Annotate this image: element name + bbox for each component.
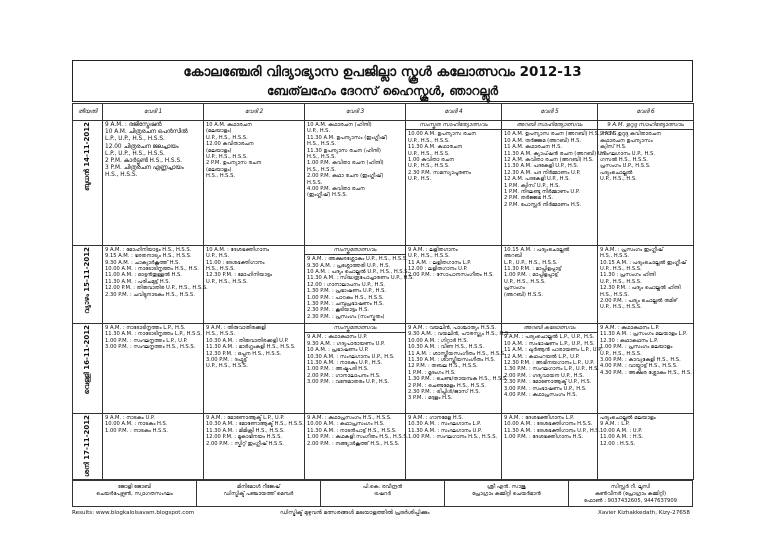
- schedule-body: [73, 121, 694, 480]
- signatory-role: ചെയർപേഴ്സൺ, സ്വാഗതസംഘം: [96, 491, 173, 497]
- event-line: 11.30 A.M. : മാർഗ്ഗംകളി H.S., H.S.S.: [206, 344, 296, 351]
- event-line: 1.00 കവിതാ രചന: [408, 157, 455, 164]
- schedule-subtitle: ബേത്‌ലഹേം ദേറസ് ഹൈസ്കൂൾ, ഞാറല്ലൂർ: [266, 84, 499, 98]
- event-line: 11.30 A.M. കഥാരചന: [408, 144, 463, 151]
- stage-cell: [204, 323, 305, 413]
- event-line: H.S., H.S.S.: [600, 291, 630, 298]
- event-line: L.P., U.P., H.S., H.S.S.: [105, 150, 165, 157]
- event-line: U.P., H.S., H.S.: [600, 176, 637, 183]
- event-line: 9 A.M. : കഥാകഥനം L.P.: [600, 324, 660, 331]
- stage-section-heading: 9 A.M. ഉറുദു സാഹിത്യോത്സവം: [598, 122, 693, 130]
- event-line: 12.00 P.M. : തിരുവാതിര U.P., H.S., H.S.S.: [105, 285, 208, 292]
- event-line: 11 A.M. : ഖുർആൻ പാരായണം L.P., U.P.: [504, 347, 603, 354]
- signatory-cell: [321, 481, 445, 506]
- event-line: (മലയാളം): [206, 166, 232, 173]
- date-label: 15-11-2012: [83, 246, 91, 292]
- event-line: 10.15 A.M. : പദ്യംചൊല്ലൽ ഇംഗ്ലീഷ്: [600, 259, 687, 266]
- event-line: 1.00 P.M. : നാടകം H.S.S.: [105, 427, 168, 434]
- event-line: U.P., H.S., H.S.S.: [408, 150, 450, 157]
- results-link: Results: www.blogkalolsavam.blogspot.com: [72, 510, 195, 516]
- event-line: 1.00 P.M. : അഷ്ടപദി H.S.: [307, 366, 369, 373]
- stage-cell: [204, 245, 305, 323]
- event-line: L.P., U.P., H.S., H.S.S.: [504, 259, 558, 266]
- signatory-name: ജോളി ജോബി: [117, 484, 152, 490]
- event-line: 9 A.M. : ഗാനമേള H.S.: [408, 414, 464, 421]
- schedule-row: [73, 323, 694, 413]
- event-line: ഗസൽ H.S., H.S.S.: [600, 157, 648, 164]
- event-line: 11.00 A.M. : ഓട്ടൻതുള്ളൽ H.S.: [105, 272, 182, 279]
- stage-cell: [406, 323, 510, 413]
- event-line: 9 A.M. : ലളിതഗാനം: [408, 246, 458, 253]
- event-line: 2 P.M. : ചെണ്ടമേളം H.S., H.S.S.: [408, 382, 486, 389]
- signatory-phone: ഫോൺ : 9037432605, 9447637909: [584, 498, 677, 504]
- event-line: 10.00 A.M. : നാടകം H.S.: [105, 421, 168, 428]
- event-line: U.P., H.S., H.S.S.: [206, 154, 248, 161]
- event-line: 11.30 A.M. : നാടൻപാട്ട് H.S., H.S.S.: [307, 427, 397, 434]
- event-line: 11.30 A.M. : മിമിക്രി H.S., H.S.S.: [206, 427, 285, 434]
- event-line: 9 A.M. : L.P.: [600, 421, 630, 428]
- stage-cell: [103, 121, 204, 246]
- signatory-role: ട്രഷറർ: [374, 491, 391, 497]
- date-cell: [73, 413, 103, 479]
- stage-section-heading: അറബി സാഹിത്യോത്സവം: [502, 122, 597, 130]
- event-line: 2 P.M. പോസ്റ്റർ നിർമ്മാണം H.S.: [504, 201, 582, 208]
- event-line: 9 A.M. : മോണോആക്ട് L.P., U.P.: [206, 414, 285, 421]
- day-label: വ്യാഴം: [83, 293, 91, 314]
- column-header: വേദി 6: [598, 104, 694, 121]
- event-line: H.S., H.S.S.: [307, 166, 337, 173]
- event-line: 2.00 P.M. : ഗദ്യവായന U.P., H.S.: [504, 372, 585, 379]
- schedule-header: [72, 60, 693, 102]
- event-line: 3 P.M. ചിത്രരചന എണ്ണച്ചായം: [105, 165, 184, 172]
- event-line: 11.30 A.M. : പ്രസംഗം മലയാളം L.P.: [600, 331, 688, 338]
- event-line: 10 A.M. ഉപന്യാസ രചന (അറബി) H.S., H.S.S.: [504, 131, 619, 138]
- event-line: H.S., H.S.S.: [600, 253, 630, 260]
- event-line: 12.30 : കഥാകഥനം L.P.: [600, 337, 659, 344]
- event-line: 9 A.M. : അക്ഷരശ്ലോകം U.P., H.S., H.S.S.: [307, 256, 408, 263]
- event-line: U.P., H.S., H.S.S.: [408, 253, 450, 260]
- event-line: 9 A.M. : നാടകം U.P.: [105, 414, 155, 421]
- event-line: 2.30 P.M. : ചവിട്ടുനാടകം H.S., H.S.S.: [105, 291, 195, 298]
- day-label: വെള്ളി: [83, 371, 91, 395]
- signatory-role: ഡിസ്ട്രിക്ട് പഞ്ചായത്ത് മെമ്പർ: [223, 491, 294, 497]
- event-line: (ഇംഗ്ലീഷ്) H.S.S.: [307, 192, 348, 199]
- stage-cell: [204, 413, 305, 479]
- event-line: 2.00 P.M. : നങ്ങ്യാർകൂത്ത് H.S., H.S.S.: [307, 440, 400, 447]
- event-line: (മലയാളം): [206, 147, 232, 154]
- schedule-row: [73, 121, 694, 246]
- event-line: 2 P.M. കാർട്ടൂൺ H.S., H.S.S.: [105, 158, 182, 165]
- day-label: ബുധൻ: [83, 168, 91, 191]
- event-line: 10.15 A.M. : പദ്യംചൊല്ലൽ: [504, 246, 570, 253]
- event-line: 9 A.M. : പദ്യംചൊല്ലൽ L.P., U.P., H.S.: [504, 334, 595, 341]
- event-line: 9 A.M. : പ്രസംഗം ഇംഗ്ലീഷ്: [600, 246, 664, 253]
- event-line: 1.30 P.M. : പ്രഭാഷണം U.P., H.S.: [307, 288, 387, 295]
- event-line: 11.30 A.M. ഉപന്യാസം (ഇംഗ്ലീഷ്): [307, 134, 388, 141]
- event-line: 9 A.M. : നാടോടിനൃത്തം L.P., H.S.: [105, 324, 186, 331]
- event-line: 9.30 A.M. : വയലിൻ, പൗരസ്ത്യം H.S., H.S.: [408, 331, 510, 338]
- event-line: 9.30 A.M. : പ്രശ്നോത്തരി U.P., H.S.: [307, 262, 391, 269]
- event-line: 1.00 P.M. : മാപ്പിളപ്പാട്ട്: [504, 272, 559, 279]
- event-line: 12.30 A.M. പദ നിർമ്മാണം U.P.: [504, 169, 581, 176]
- column-header: വേദി 2: [204, 104, 305, 121]
- event-line: U.P., H.S.: [408, 176, 432, 183]
- event-line: 2.00 P.M. : പദ്യം ചൊല്ലൽ തമിഴ്: [600, 298, 678, 304]
- event-line: 10 A.M. കഥാരചന: [206, 122, 252, 128]
- event-line: 10 A.M. തർജ്ജമ (അറബി) H.S.: [504, 137, 582, 144]
- signatory-name: ശ്രീ എൻ. സാജു: [487, 484, 526, 490]
- event-line: 11.30 A.M. : ശാസ്ത്രീയസംഗീതം H.S.: [408, 356, 496, 363]
- event-line: 1.30 P.M. : സംഘഗാനം L.P., U.P., H.S.: [504, 366, 600, 373]
- event-line: 11.30 : പ്രസംഗം ഹിന്ദി: [600, 272, 656, 279]
- signatory-role: പ്രോഗ്രാം കമ്മിറ്റി ചെയർമാൻ: [472, 491, 541, 497]
- column-header: വേദി 1: [103, 104, 204, 121]
- event-line: H.S., H.S.S.: [206, 265, 236, 272]
- day-label: ശനി: [83, 461, 91, 477]
- signatory-cell: [445, 481, 569, 506]
- event-line: 2.00 P.M. : ഗാനാലാപനം H.S.: [307, 372, 381, 379]
- event-line: 9 A.M. : കഥാപ്രസംഗം H.S., H.S.S.: [307, 414, 392, 421]
- column-header: വേദി 3: [305, 104, 406, 121]
- stage-cell: [406, 413, 502, 479]
- stage-cell: [406, 121, 502, 246]
- event-line: 11.30 A.M. : പരിചമുട്ട് H.S.: [105, 278, 171, 285]
- event-line: കഥാരചന ഉപന്യാസം: [600, 137, 653, 144]
- event-line: H.S., H.S.S.: [105, 172, 138, 179]
- event-line: 12 P.M. : തബല H.S., H.S.S.: [408, 363, 478, 370]
- event-line: പ്രസംഗം U.P., H.S.S.: [600, 163, 651, 170]
- event-line: 3 P.M. : മദ്ദളം H.S.: [408, 395, 453, 402]
- event-line: 12.30 P.M. : മോഹിനിയാട്ടം: [206, 272, 273, 279]
- event-line: 1.00 P.M. : ദേശഭക്തിഗാനം H.S.: [504, 434, 584, 441]
- event-line: പദ്യംചൊല്ലൽ: [600, 169, 633, 176]
- event-line: 9 A.M. : വയലിൻ, പാശ്ചാത്യം H.S.S.: [408, 324, 497, 331]
- event-line: H.S., H.S.S.: [307, 141, 337, 148]
- event-line: 9 A.M. ഉറുദു കവിതാരചന: [600, 131, 662, 138]
- event-line: 4.00 P.M. : കഥാപ്രസംഗം H.S.: [504, 392, 578, 398]
- event-line: 1 P.M. ക്വിസ് U.P., H.S.: [504, 182, 561, 189]
- event-line: 12.00 P.M. : മൂകാഭിനയം H.S.S.: [206, 434, 283, 441]
- event-line: 10.00 A.M. : ഗിറ്റാർ H.S.: [408, 337, 469, 344]
- event-line: H.S., H.S.S.: [206, 331, 236, 338]
- event-line: 2.30 P.M. : പ്രസംഗം (സംസ്കൃതം): [307, 313, 385, 320]
- event-line: 1.00 P.M. കവിതാ രചന (ഹിന്ദി): [307, 160, 384, 167]
- date-cell: [73, 121, 103, 246]
- event-line: 9 A.M. : തിരുവാതിരക്കളി: [206, 324, 266, 331]
- event-line: 10.30 A.M. : മോണോആക്ട് H.S., H.S.S.: [206, 421, 304, 428]
- event-line: 12.00 : ലളിതഗാനം U.P.: [408, 265, 468, 272]
- event-line: സംഘഗാനം U.P., H.S.: [600, 150, 655, 157]
- event-line: U.P., H.S., H.S.S.: [600, 265, 642, 272]
- event-line: 9.30 A.M. : ചാക്യാർകൂത്ത് H.S.: [105, 259, 180, 266]
- event-line: 12.30 P.M. : പദ്യം ചൊല്ലൽ ഹിന്ദി: [600, 285, 681, 292]
- event-line: 1.00 P.M. : സംഘഗാനം H.S., H.S.S.: [408, 434, 498, 441]
- event-line: 9 A.M. : ദേശഭക്തിഗാനം L.P.: [504, 414, 575, 421]
- event-line: 10.00 A.M. : U.P.: [600, 427, 643, 434]
- event-line: H.S.S.: [307, 179, 323, 186]
- signatory-role: കൺവീനർ (പ്രോഗ്രാം കമ്മിറ്റി): [594, 491, 667, 497]
- event-line: U.P., H.S., H.S.S.: [600, 304, 642, 311]
- stage-cell: [103, 245, 208, 323]
- event-line: 1 P.M. : മൃദംഗം H.S.: [408, 369, 456, 376]
- stage-cell: [406, 245, 502, 323]
- event-line: 9 A.M. : കഥാകഥനം U.P.: [307, 334, 368, 341]
- stage-cell: [103, 323, 204, 413]
- event-line: 11.30 A.M. : സിദ്ധരൂപോച്ചാരണം U.P., H.S.: [307, 275, 414, 282]
- event-line: 11.30 A.M. : നാടകം U.P., H.S.: [307, 359, 383, 366]
- event-line: 11.30 ഉപന്യാസ രചന (ഹിന്ദി): [307, 147, 381, 154]
- signatory-cell: [197, 481, 321, 506]
- event-line: 10.00 A.M. ഉപന്യാസ രചന: [408, 131, 477, 138]
- event-line: U.P., H.S., H.S.S.: [206, 278, 248, 285]
- column-header-row: [73, 104, 694, 121]
- event-line: 12.00 : H.S.S.: [600, 440, 636, 447]
- stage-cell: [305, 245, 414, 323]
- event-line: 10.00 A.M. : കഥാപ്രസംഗം H.S.: [307, 421, 385, 428]
- event-line: 1.00 P.M. : പ്രസംഗം മലയാളം: [600, 344, 673, 351]
- event-line: 1.30 P.M. : ചമ്പുപ്രഭാഷണം H.S.: [307, 301, 384, 307]
- schedule-row: [73, 413, 694, 479]
- signatory-name: സിസ്റ്റർ റീ. ലൂസി: [610, 484, 651, 490]
- event-line: 1.00 P.M. : സംഘനൃത്തം L.P., U.P.: [105, 337, 188, 344]
- stage-section-heading: സംസ്കൃതോത്സവം: [305, 247, 405, 255]
- event-line: 2.00 P.M. : സ്കിറ്റ് ഇംഗ്ലീഷ് H.S.S.: [206, 440, 284, 447]
- event-line: 2.30 P.M. : മോണോആക്ട് U.P., H.S.: [504, 379, 592, 386]
- date-label: 16-11-2012: [83, 324, 91, 370]
- event-line: 12 A.M. പദകേളി U.P., H.S.: [504, 176, 571, 183]
- stage-cell: [598, 121, 694, 246]
- event-line: 2.30 P.M. : കൂടിയാട്ടം H.S.: [307, 307, 370, 314]
- stage-cell: [305, 323, 406, 413]
- event-line: U.P., H.S.: [206, 253, 230, 260]
- event-line: 11.30 P.M. : മാപ്പിളപ്പാട്ട്: [504, 265, 562, 272]
- event-line: 1 P.M. നിഘണ്ടു നിർമ്മാണം U.P.: [504, 189, 580, 196]
- stage-cell: [103, 413, 204, 479]
- event-line: 12.30 P.M. : ഒപ്പന H.S., H.S.S.: [206, 350, 282, 357]
- stage-cell: [502, 323, 603, 413]
- event-line: U.P., H.S., H.S.S.: [408, 137, 450, 144]
- event-line: 9 A.M. : മോഹിനിയാട്ടം H.S., H.S.S.: [105, 246, 192, 253]
- stage-cell: [598, 413, 694, 479]
- event-line: അറബി: [504, 253, 522, 260]
- event-line: 10 A.M. ചിത്രരചന പെൻസിൽ: [105, 129, 188, 136]
- event-line: 11.00 A.M. : H.S.: [600, 434, 644, 441]
- event-line: 2 P.M. തർജ്ജമ H.S.: [504, 195, 554, 202]
- event-line: 11.30 A.M. ക്യാപ്ഷൻ രചന (അറബി) U.P.: [504, 150, 608, 157]
- signature-footer: [72, 480, 693, 507]
- event-line: L.P., U.P., H.S., H.S.S.: [105, 136, 165, 143]
- schedule-row: [73, 245, 694, 323]
- event-line: 12.00 : ഗാനാലാപനം U.P., H.S.: [307, 281, 385, 288]
- event-line: പ്രസംഗം: [504, 285, 525, 292]
- event-line: 9 A.M. : രജിസ്ട്രേഷൻ: [105, 122, 162, 128]
- event-line: 11 A.M. : ശാസ്ത്രീയസംഗീതം H.S., H.S.S.: [408, 350, 506, 357]
- event-line: 1.00 P.M. : കഥകളി സംഗീതം H.S., H.S.S.: [307, 434, 409, 441]
- column-header: വേദി 4: [406, 104, 502, 121]
- date-label: 17-11-2012: [83, 414, 91, 460]
- event-line: 11.30 A.M. പദകേളി U.P., H.S.: [504, 163, 579, 170]
- stage-cell: [305, 121, 406, 246]
- credit-text: Xavier Kizhakkedath, Kizy-27658: [598, 510, 690, 516]
- event-line: (അറബി) H.S.S.: [504, 291, 543, 298]
- event-line: 2.00 P.M. കഥാ രചന (ഇംഗ്ലീഷ്): [307, 173, 384, 180]
- event-line: U.P., H.S., H.S.S.: [408, 163, 450, 170]
- notice-text: ഡിസ്ട്രിക്ട് മുഴുവൻ മത്സരങ്ങൾ മലയാളത്തിൽ പ്രദർശിപ്പിക്കും: [280, 510, 430, 516]
- event-line: 10.30 A.M. : വീണ H.S., H.S.S.: [408, 344, 485, 351]
- date-cell: [73, 323, 103, 413]
- signatory-name: മിനിമോൾ റീജേഷ്: [236, 484, 281, 490]
- stage-section-heading: അറബി കലോത്സവം: [502, 325, 597, 333]
- schedule-table: [72, 103, 694, 480]
- signatory-cell: [73, 481, 197, 506]
- event-line: ക്വിസ് H.S.: [600, 144, 627, 151]
- event-line: 10.30 A.M. : തിരുവാതിരക്കളി U.P.: [206, 337, 289, 344]
- event-line: (മലയാളം): [206, 128, 232, 135]
- column-header: തീയതി: [73, 104, 103, 121]
- stage-cell: [598, 245, 694, 323]
- date-cell: [73, 245, 103, 323]
- event-line: 11 A.M. കഥാരചന H.S.: [504, 144, 563, 151]
- event-line: 4.30 P.M. : അക്ഷര ശ്ലോകം H.S., H.S.: [600, 369, 692, 376]
- event-line: 4.00 P.M. : വായ്പ്പാട്ട് H.S., H.S.S.: [600, 363, 678, 370]
- event-line: 10 A.M. : പ്രഭാഷണം U.P.: [307, 347, 369, 354]
- event-line: 11.30 A.M. : ദേശഭക്തിഗാനം U.P., H.S.: [504, 427, 601, 434]
- event-line: U.P., H.S.: [307, 128, 331, 135]
- event-line: H.S., H.S.S.: [206, 173, 236, 180]
- event-line: 11.30 A.M. : നാടോടിനൃത്തം L.P., H.S.S.: [105, 331, 202, 338]
- event-line: 1.30 P.M. : ചെണ്ട/തായമ്പക H.S., H.S.S.: [408, 376, 508, 383]
- stage-section-heading: സംസ്കൃതോത്സവം: [305, 325, 405, 333]
- event-line: 11 A.M. : ലളിതഗാനം L.P.: [408, 259, 472, 266]
- stage-section-heading: സംസ്കൃത സാഹിത്യോത്സവം: [406, 122, 501, 130]
- event-line: പദ്യംചൊല്ലൽ മലയാളം: [600, 414, 656, 421]
- event-line: U.P., H.S., H.S.S.: [206, 134, 248, 141]
- event-line: 12 A.M. കവിതാ രചന (അറബി) H.S.: [504, 157, 594, 164]
- event-line: 12 A.M. : കഥപറയൽ L.P., U.P.: [504, 353, 580, 360]
- event-line: U.P., H.S., H.S.S.: [600, 350, 642, 357]
- stage-cell: [305, 413, 409, 479]
- event-line: 10 A.M. : ദേശഭക്തിഗാനം: [206, 246, 270, 253]
- event-line: 3.00 P.M. : സംഘനൃത്തം H.S., H.S.S.: [105, 344, 196, 351]
- event-line: U.P., H.S., H.S.S.: [504, 278, 546, 285]
- event-line: 10 A.M. : പദ്യം ചൊല്ലൽ U.P., H.S., H.S.S.: [307, 268, 410, 275]
- event-line: 4.00 P.M. കവിതാ രചന: [307, 186, 365, 193]
- stage-cell: [598, 323, 694, 413]
- column-header: വേദി 5: [502, 104, 598, 121]
- date-label: 14-11-2012: [83, 122, 91, 167]
- event-line: 2 P.M. ഉപന്യാസ രചന: [206, 160, 262, 167]
- event-line: 1.00 P.M. : പാഠകം H.S., H.S.S.: [307, 294, 384, 301]
- event-line: 2.00 P.M. : സോപാനസംഗീതം H.S.: [408, 272, 494, 279]
- event-line: 10.00 A.M. : ദേശഭക്തിഗാനം H.S.S.: [504, 421, 593, 428]
- event-line: U.P., H.S., H.S.S.: [600, 278, 642, 285]
- event-line: 2.30 P.M. : ട്രിപ്പിൾ/ജാസ് H.S.: [408, 389, 481, 395]
- event-line: 10.30 A.M. : സംഘഗാനം U.P., H.S.: [307, 353, 395, 360]
- event-line: 9.15 A.M. : ഭരതനാട്യം H.S., H.S.S.: [105, 253, 192, 260]
- event-line: 10.30 A.M. : സംഘഗാനം L.P.: [408, 421, 482, 428]
- event-line: 10 A.M. കഥാരചന (ഹിന്ദി): [307, 122, 372, 128]
- event-line: 12.00 ചിത്രരചന ജലച്ചായം: [105, 143, 179, 150]
- signatory-cell: [569, 481, 692, 506]
- event-line: 10 A.M. : സംഭാഷണം L.P., U.P., H.S.: [504, 340, 595, 347]
- event-line: 10.00 A.M. : നാടോടിനൃത്തം H.S., H.S.: [105, 265, 199, 272]
- event-line: 11.00 : ദേശഭക്തിഗാനം: [206, 259, 265, 266]
- event-line: 12.30 P.M. : അഭിനയഗാനം L.P., U.P.: [504, 359, 595, 366]
- event-line: 3.00 P.M. : സംഭാഷണം U.P., H.S.: [504, 385, 587, 392]
- signatory-name: പി.കെ. രവീന്ദ്രൻ: [362, 484, 403, 490]
- event-line: H.S., H.S.S.: [307, 154, 337, 161]
- event-line: 12.00 കവിതാരചന: [206, 141, 254, 148]
- stage-cell: [204, 121, 305, 246]
- event-line: 2.30 P.M. സമസ്യാപൂരണം: [408, 169, 472, 176]
- event-line: 3.00 P.M. : ദഫ്മുട്ട്: [206, 356, 247, 363]
- event-line: 9.30 A.M. : ഗദ്യപാരായണം U.P.: [307, 340, 385, 347]
- event-line: U.P., H.S., H.S.S.: [206, 363, 248, 370]
- event-line: 11.30 A.M. : സംഘഗാനം U.P.: [408, 427, 482, 434]
- stage-cell: [502, 245, 598, 323]
- stage-cell: [502, 413, 601, 479]
- event-line: 3.00 P.M. : കാവ്യകേളി H.S., H.S.: [600, 356, 681, 363]
- event-line: 3.00 P.M. : വന്ദേമാതരം U.P., H.S.: [307, 379, 390, 386]
- schedule-title: കോലഞ്ചേരി വിദ്യാഭ്യാസ ഉപജില്ലാ സ്കൂൾ കലോത്സവം 2012-13: [183, 64, 582, 80]
